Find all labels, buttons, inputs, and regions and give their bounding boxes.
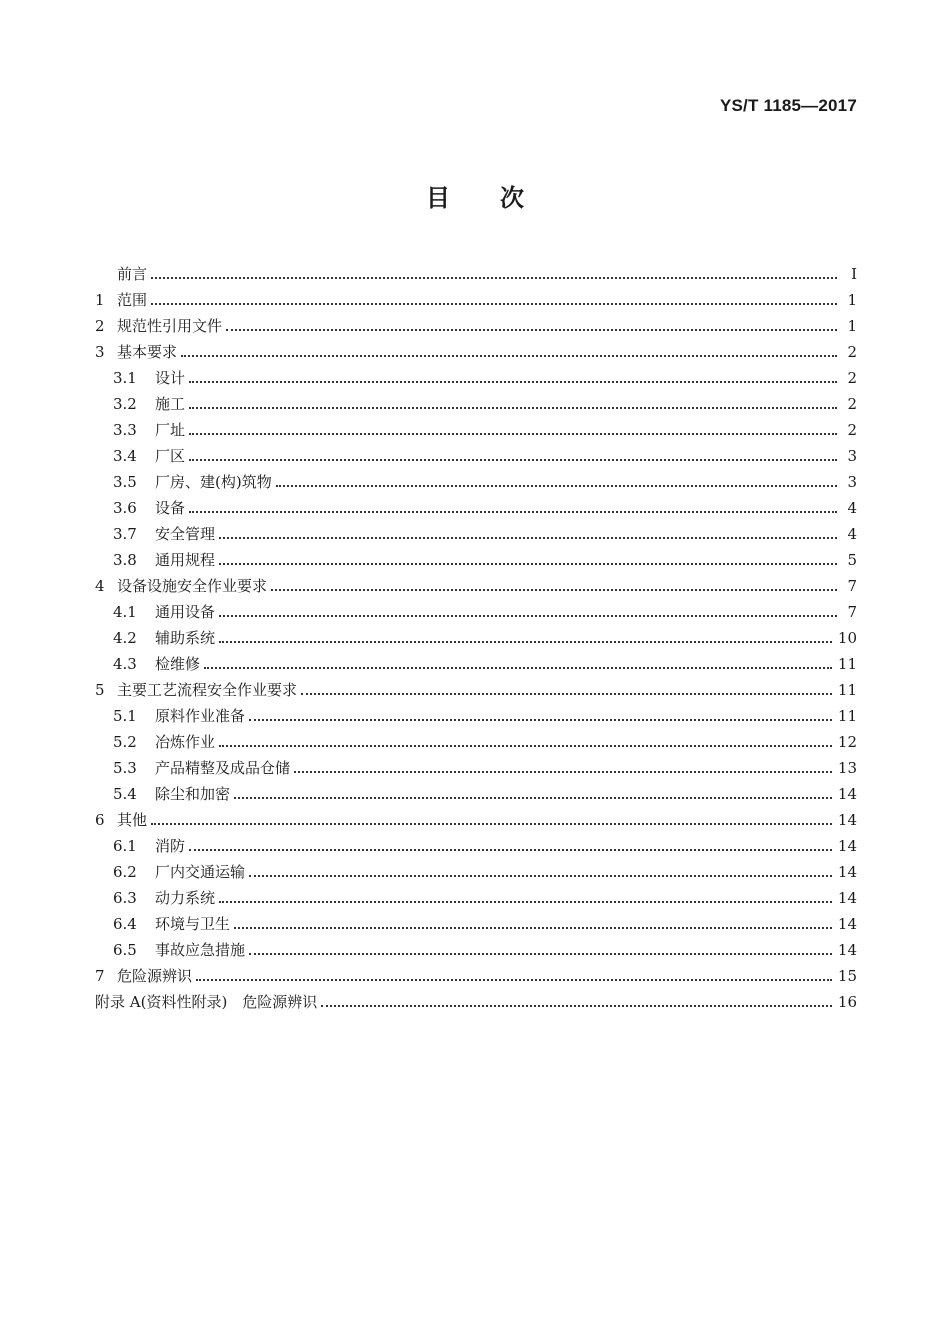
- toc-entry-number: 5.4: [113, 785, 137, 803]
- toc-entry-label: 危险源辨识: [117, 967, 193, 985]
- toc-leader-dots: [321, 1005, 832, 1007]
- toc-leader-dots: [219, 745, 832, 747]
- toc-entry-label: 安全管理: [155, 525, 216, 543]
- toc-entry-label: 消防: [155, 837, 186, 855]
- toc-entry-label: 产品精整及成品仓储: [155, 759, 291, 777]
- toc-entry-label: 检维修: [155, 655, 201, 673]
- toc-entry-page: 2: [847, 369, 857, 387]
- toc-leader-dots: [219, 901, 832, 903]
- toc-entry-page: 11: [837, 655, 857, 673]
- toc-entry-label: 主要工艺流程安全作业要求: [117, 681, 298, 699]
- standard-code: YS/T 1185—2017: [719, 96, 857, 115]
- toc-entry[interactable]: [95, 856, 857, 882]
- toc-leader-dots: [226, 329, 837, 331]
- toc-entry-page: 11: [837, 681, 857, 699]
- toc-entry-number: 4.2: [113, 629, 137, 647]
- toc-entry[interactable]: [95, 388, 857, 414]
- toc-entry[interactable]: [95, 362, 857, 388]
- toc-entry[interactable]: [95, 596, 857, 622]
- toc-leader-dots: [181, 355, 837, 357]
- toc-entry[interactable]: [95, 648, 857, 674]
- toc-entry[interactable]: [95, 908, 857, 934]
- toc-entry-label: 设备: [155, 499, 186, 517]
- toc-entry-number: 3: [95, 343, 105, 361]
- toc-entry-label: 事故应急措施: [155, 941, 246, 959]
- toc-leader-dots: [249, 719, 832, 721]
- toc-entry-label: 施工: [155, 395, 186, 413]
- toc-entry[interactable]: [95, 544, 857, 570]
- toc-entry-number: 5.3: [113, 759, 137, 777]
- toc-entry-number: 4: [95, 577, 105, 595]
- toc-entry-number: 5.2: [113, 733, 137, 751]
- toc-entry-number: 3.2: [113, 395, 137, 413]
- toc-entry-number: 6: [95, 811, 105, 829]
- toc-entry-number: 6.1: [113, 837, 137, 855]
- toc-entry-page: 2: [847, 343, 857, 361]
- toc-leader-dots: [189, 459, 837, 461]
- toc-entry-page: 13: [837, 759, 857, 777]
- toc-entry-label: 附录 A(资料性附录) 危险源辨识: [95, 993, 318, 1011]
- toc-entry-number: 3.8: [113, 551, 137, 569]
- toc-entry-page: 14: [837, 811, 857, 829]
- toc-leader-dots: [219, 615, 837, 617]
- toc-entry[interactable]: [95, 830, 857, 856]
- toc-entry-label: 前言: [117, 265, 148, 283]
- toc-entry[interactable]: [95, 258, 857, 284]
- toc-leader-dots: [234, 797, 832, 799]
- toc-leader-dots: [189, 381, 837, 383]
- toc-entry-number: 3.1: [113, 369, 137, 387]
- toc-entry-page: 14: [837, 889, 857, 907]
- toc-leader-dots: [189, 407, 837, 409]
- toc-entry[interactable]: [95, 518, 857, 544]
- toc-entry-page: 14: [837, 915, 857, 933]
- toc-entry[interactable]: [95, 960, 857, 986]
- toc-entry-label: 除尘和加密: [155, 785, 231, 803]
- toc-entry-page: 4: [847, 499, 857, 517]
- toc-entry-number: 3.6: [113, 499, 137, 517]
- toc-leader-dots: [249, 953, 832, 955]
- toc-entry-number: 3.3: [113, 421, 137, 439]
- toc-entry-label: 厂址: [155, 421, 186, 439]
- toc-entry-page: 4: [847, 525, 857, 543]
- toc-entry-label: 通用设备: [155, 603, 216, 621]
- toc-entry-page: 7: [847, 577, 857, 595]
- toc-entry-page: 14: [837, 941, 857, 959]
- toc-entry-label: 通用规程: [155, 551, 216, 569]
- toc-entry-label: 厂房、建(构)筑物: [155, 473, 272, 491]
- toc-leader-dots: [276, 485, 837, 487]
- toc-entry[interactable]: [95, 726, 857, 752]
- toc-entry[interactable]: [95, 674, 857, 700]
- toc-entry-page: 3: [847, 447, 857, 465]
- toc-entry[interactable]: [95, 934, 857, 960]
- toc-entry[interactable]: [95, 986, 857, 1012]
- toc-entry[interactable]: [95, 336, 857, 362]
- toc-entry-label: 环境与卫生: [155, 915, 231, 933]
- toc-entry-label: 原料作业准备: [155, 707, 246, 725]
- toc-entry-number: 6.2: [113, 863, 137, 881]
- toc-entry-label: 动力系统: [155, 889, 216, 907]
- toc-leader-dots: [189, 511, 837, 513]
- toc-entry[interactable]: [95, 778, 857, 804]
- toc-entry-label: 设备设施安全作业要求: [117, 577, 268, 595]
- toc-entry-page: 10: [837, 629, 857, 647]
- toc-entry-label: 规范性引用文件: [117, 317, 223, 335]
- toc-entry-page: I: [851, 265, 857, 283]
- toc-leader-dots: [219, 641, 832, 643]
- toc-leader-dots: [151, 303, 837, 305]
- toc-leader-dots: [249, 875, 832, 877]
- toc-entry-number: 5: [95, 681, 105, 699]
- toc-entry[interactable]: [95, 310, 857, 336]
- toc-entry-page: 12: [837, 733, 857, 751]
- toc-entry-number: 3.5: [113, 473, 137, 491]
- toc-entry[interactable]: [95, 752, 857, 778]
- toc-entry-page: 2: [847, 395, 857, 413]
- toc-leader-dots: [219, 563, 837, 565]
- toc-entry-number: 3.4: [113, 447, 137, 465]
- toc-entry-page: 3: [847, 473, 857, 491]
- toc-entry-label: 设计: [155, 369, 186, 387]
- toc-entry-label: 厂内交通运输: [155, 863, 246, 881]
- toc-entry[interactable]: [95, 492, 857, 518]
- toc-entry[interactable]: [95, 700, 857, 726]
- toc-entry-label: 其他: [117, 811, 148, 829]
- toc-entry-page: 1: [847, 317, 857, 335]
- toc-entry[interactable]: [95, 882, 857, 908]
- toc-entry[interactable]: [95, 466, 857, 492]
- toc-entry-number: 4.1: [113, 603, 137, 621]
- toc-leader-dots: [271, 589, 837, 591]
- toc-leader-dots: [204, 667, 832, 669]
- toc-entry-page: 16: [837, 993, 857, 1011]
- toc-entry-number: 6.3: [113, 889, 137, 907]
- toc-entry[interactable]: [95, 440, 857, 466]
- toc-entry[interactable]: [95, 622, 857, 648]
- toc-entry-page: 2: [847, 421, 857, 439]
- toc-leader-dots: [196, 979, 832, 981]
- toc-entry-number: 7: [95, 967, 105, 985]
- toc-leader-dots: [151, 823, 832, 825]
- toc-entry-label: 冶炼作业: [155, 733, 216, 751]
- toc-entry-number: 6.4: [113, 915, 137, 933]
- toc-entry[interactable]: [95, 414, 857, 440]
- toc-entry-number: 6.5: [113, 941, 137, 959]
- toc-entry-page: 7: [847, 603, 857, 621]
- toc-entry-label: 厂区: [155, 447, 186, 465]
- toc-leader-dots: [234, 927, 832, 929]
- toc-entry-label: 基本要求: [117, 343, 178, 361]
- toc-entry-page: 5: [847, 551, 857, 569]
- toc-entry-number: 4.3: [113, 655, 137, 673]
- toc-leader-dots: [151, 277, 837, 279]
- toc-entry-page: 1: [847, 291, 857, 309]
- toc-leader-dots: [189, 433, 837, 435]
- toc-entry-number: 2: [95, 317, 105, 335]
- toc-entry-label: 范围: [117, 291, 148, 309]
- toc-entry[interactable]: [95, 284, 857, 310]
- table-of-contents: [95, 258, 857, 1012]
- toc-leader-dots: [219, 537, 837, 539]
- toc-entry-page: 15: [837, 967, 857, 985]
- toc-entry[interactable]: [95, 804, 857, 830]
- toc-leader-dots: [294, 771, 832, 773]
- toc-entry[interactable]: [95, 570, 857, 596]
- toc-leader-dots: [301, 693, 832, 695]
- toc-entry-page: 14: [837, 863, 857, 881]
- toc-entry-number: 3.7: [113, 525, 137, 543]
- toc-entry-label: 辅助系统: [155, 629, 216, 647]
- toc-entry-page: 14: [837, 837, 857, 855]
- toc-entry-page: 11: [837, 707, 857, 725]
- page-title: 目次: [426, 184, 574, 212]
- toc-entry-number: 5.1: [113, 707, 137, 725]
- toc-entry-number: 1: [95, 291, 105, 309]
- toc-leader-dots: [189, 849, 832, 851]
- toc-entry-page: 14: [837, 785, 857, 803]
